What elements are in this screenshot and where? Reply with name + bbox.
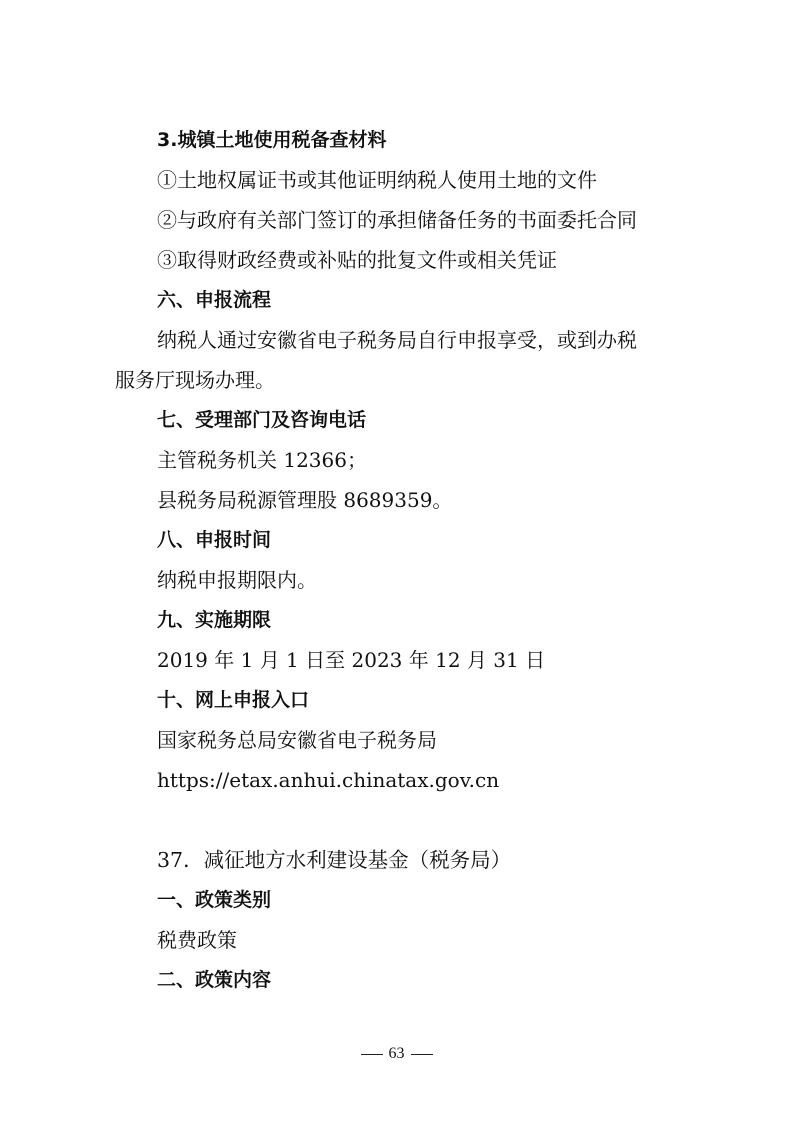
page-number bbox=[0, 1043, 793, 1065]
paragraph-line: 服务厅现场办理。 bbox=[115, 368, 275, 392]
dash-right bbox=[411, 1054, 433, 1055]
paragraph-line: 县税务局税源管理股 8689359。 bbox=[157, 488, 453, 512]
list-item: ②与政府有关部门签订的承担储备任务的书面委托合同 bbox=[157, 208, 637, 232]
paragraph-line: 2019 年 1 月 1 日至 2023 年 12 月 31 日 bbox=[157, 648, 546, 672]
section-heading: 一、政策类别 bbox=[157, 889, 272, 911]
page-number-text: 63 bbox=[388, 1045, 405, 1062]
section-heading: 七、受理部门及咨询电话 bbox=[157, 409, 367, 431]
item-title: 37．减征地方水利建设基金（税务局） bbox=[157, 848, 512, 872]
section-heading: 八、申报时间 bbox=[157, 529, 272, 551]
subsection-heading: 3.城镇土地使用税备查材料 bbox=[157, 129, 387, 151]
section-heading: 六、申报流程 bbox=[157, 289, 272, 311]
list-item: ③取得财政经费或补贴的批复文件或相关凭证 bbox=[157, 248, 557, 272]
paragraph-line: 税费政策 bbox=[157, 928, 237, 952]
section-heading: 九、实施期限 bbox=[157, 609, 272, 631]
list-item: ①土地权属证书或其他证明纳税人使用土地的文件 bbox=[157, 168, 597, 192]
paragraph-line: 纳税人通过安徽省电子税务局自行申报享受，或到办税 bbox=[157, 328, 637, 352]
url-text: https://etax.anhui.chinatax.gov.cn bbox=[157, 768, 500, 792]
paragraph-line: 主管税务机关 12366； bbox=[157, 448, 367, 472]
paragraph-line: 纳税申报期限内。 bbox=[157, 568, 317, 592]
section-heading: 二、政策内容 bbox=[157, 969, 272, 991]
dash-left bbox=[361, 1054, 383, 1055]
paragraph-line: 国家税务总局安徽省电子税务局 bbox=[157, 728, 437, 752]
section-heading: 十、网上申报入口 bbox=[157, 689, 310, 711]
